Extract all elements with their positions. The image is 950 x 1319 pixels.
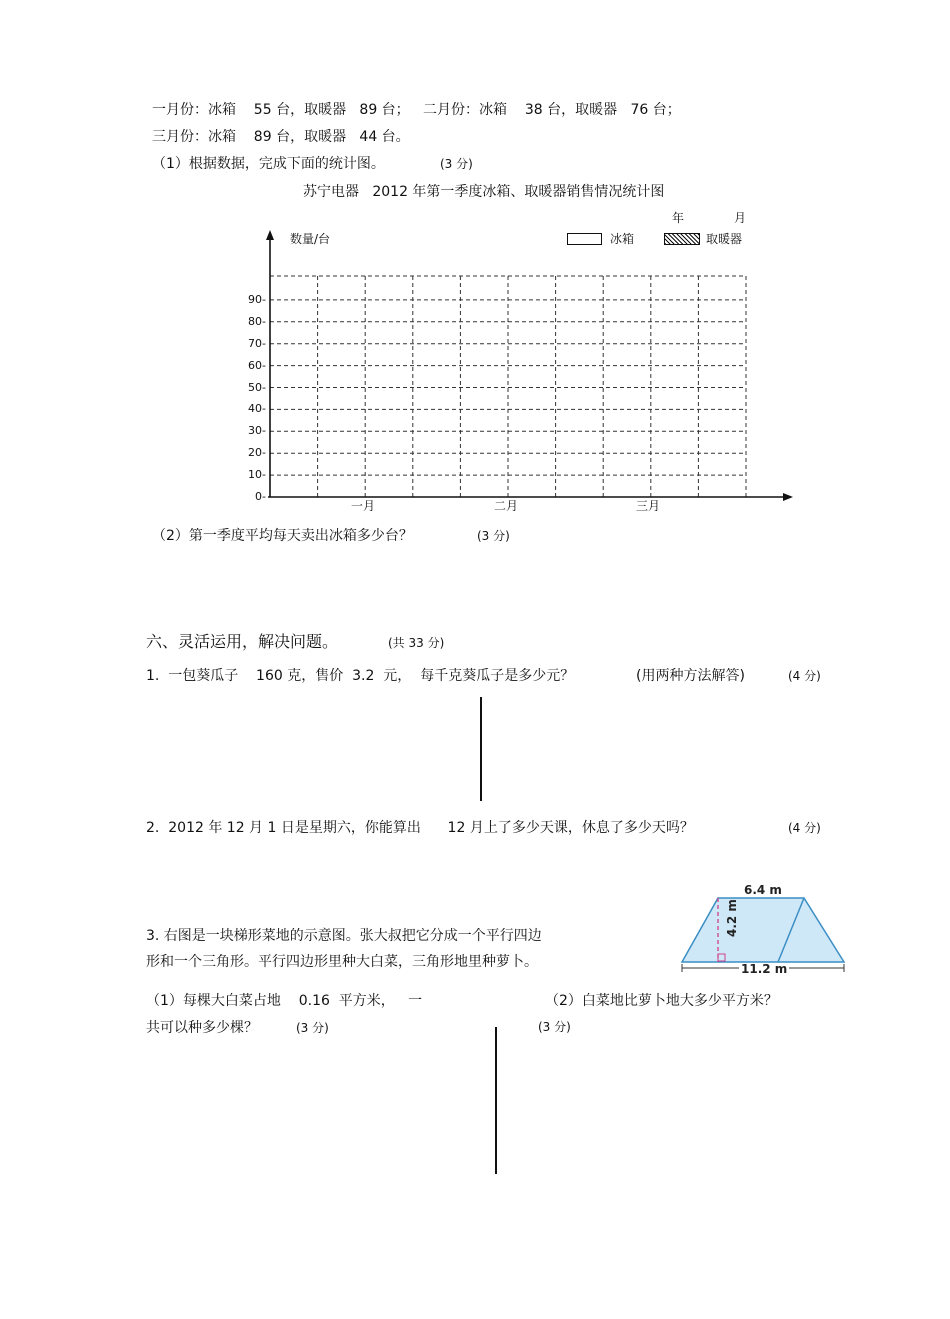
problem-3-line-1: 3. 右图是一块梯形菜地的示意图。张大叔把它分成一个平行四边 bbox=[146, 928, 542, 944]
chart-month-label: 月 bbox=[734, 211, 747, 225]
data-line-2: 三月份：冰箱 89 台，取暖器 44 台。 bbox=[152, 129, 410, 145]
problem-1-method: (用两种方法解答) bbox=[636, 668, 745, 684]
y-tick-label: 30- bbox=[248, 424, 266, 438]
sub-question-1-score: (3 分) bbox=[296, 1021, 329, 1035]
chart-y-axis-label: 数量/台 bbox=[290, 232, 331, 246]
problem-1-text: 1. 一包葵瓜子 160 克，售价 3.2 元， 每千克葵瓜子是多少元？ bbox=[146, 668, 575, 684]
section-6-title: 六、灵活运用，解决问题。 bbox=[146, 632, 339, 651]
question-1-score: (3 分) bbox=[440, 157, 473, 171]
trapezoid-shape bbox=[682, 898, 844, 962]
y-tick-label: 10- bbox=[248, 468, 266, 482]
x-tick-label: 二月 bbox=[494, 499, 519, 513]
problem-2-score: (4 分) bbox=[788, 821, 821, 835]
sub-question-1-line-2: 共可以种多少棵？ bbox=[146, 1020, 258, 1036]
question-1-text: （1）根据数据，完成下面的统计图。 bbox=[152, 156, 385, 172]
problem-3-line-2: 形和一个三角形。平行四边形里种大白菜，三角形地里种萝卜。 bbox=[146, 954, 538, 970]
sub-question-1-line-1: （1）每棵大白菜占地 0.16 平方米， 一 bbox=[146, 993, 423, 1009]
trapezoid-top-label: 6.4 m bbox=[744, 883, 782, 897]
sub-question-2-text: （2）白菜地比萝卜地大多少平方米？ bbox=[545, 993, 778, 1009]
problem-1-score: (4 分) bbox=[788, 669, 821, 683]
y-tick-label: 90- bbox=[248, 292, 266, 306]
trapezoid-bottom-label: 11.2 m bbox=[741, 962, 788, 976]
chart-title: 苏宁电器 2012 年第一季度冰箱、取暖器销售情况统计图 bbox=[303, 184, 665, 200]
legend-label-fridge: 冰箱 bbox=[610, 232, 635, 246]
section-6-score: (共 33 分) bbox=[388, 636, 445, 650]
y-tick-label: 60- bbox=[248, 358, 266, 372]
x-tick-label: 三月 bbox=[636, 499, 661, 513]
legend-label-heater: 取暖器 bbox=[706, 232, 743, 246]
trapezoid-height-label: 4.2 m bbox=[725, 899, 739, 937]
data-line-1: 一月份：冰箱 55 台，取暖器 89 台； 二月份：冰箱 38 台，取暖器 76 台； bbox=[152, 102, 681, 118]
y-tick-label: 50- bbox=[248, 380, 266, 394]
y-tick-label: 40- bbox=[248, 402, 266, 416]
question-2-text: （2）第一季度平均每天卖出冰箱多少台？ bbox=[152, 528, 413, 544]
chart-year-label: 年 bbox=[672, 211, 685, 225]
y-tick-label: 70- bbox=[248, 336, 266, 350]
x-tick-label: 一月 bbox=[351, 499, 376, 513]
y-tick-label: 0- bbox=[255, 490, 266, 503]
problem-2-text: 2. 2012 年 12 月 1 日是星期六，你能算出 12 月上了多少天课，休息了多少天吗？ bbox=[146, 820, 694, 836]
problem-3-divider bbox=[495, 1027, 497, 1174]
y-tick-label: 80- bbox=[248, 314, 266, 328]
question-2-score: (3 分) bbox=[477, 529, 510, 543]
y-tick-label: 20- bbox=[248, 446, 266, 460]
sub-question-2-score: (3 分) bbox=[538, 1020, 571, 1034]
